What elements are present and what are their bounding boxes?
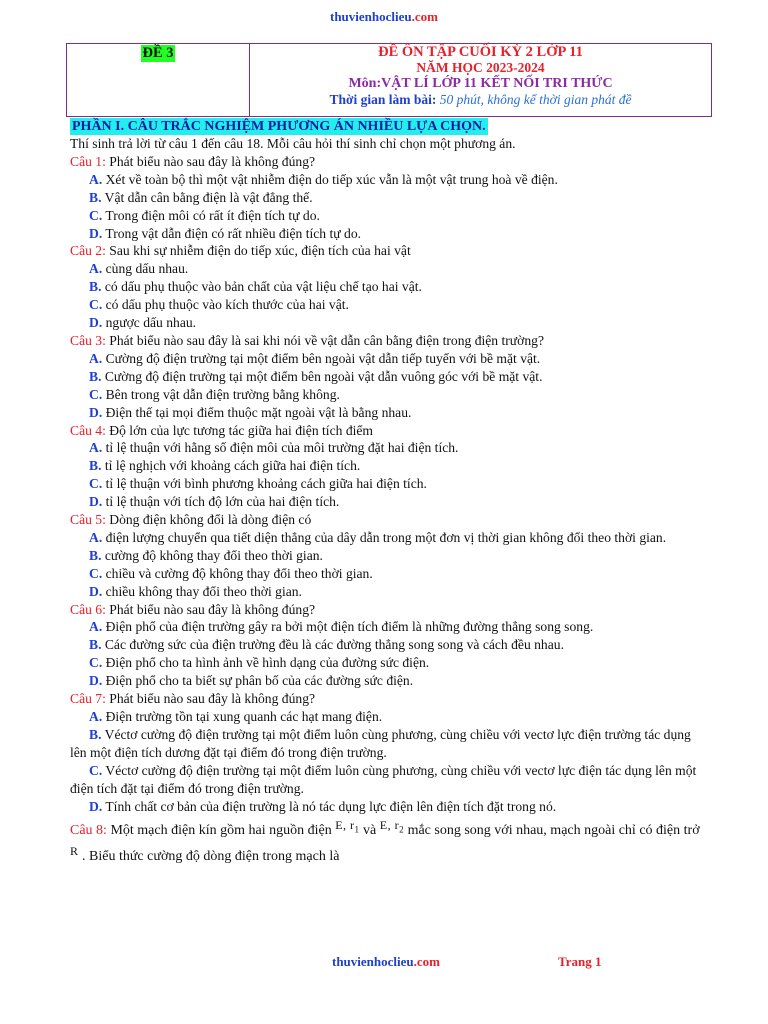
question-text: Dòng điện không đổi là dòng điện có <box>105 512 312 528</box>
question-3 <box>70 332 710 350</box>
exam-number: ĐỀ 3 <box>142 45 174 61</box>
option-text: Cường độ điện trường tại một điểm bên ngoài vật dẫn vuông góc với bề mặt vật. <box>101 368 543 384</box>
option-letter: A. <box>89 440 103 456</box>
question-text: Phát biểu nào sau đây là sai khi nói về vật dẫn cân bằng điện trong điện trường? <box>105 332 544 348</box>
option-a <box>70 529 710 547</box>
option-letter: D. <box>89 404 103 420</box>
exam-number-cell <box>67 44 250 117</box>
question-8 <box>70 815 710 867</box>
option-text: Điện trường tồn tại xung quanh các hạt mang điện. <box>102 709 383 724</box>
option-b <box>89 457 710 475</box>
option-a <box>89 439 710 457</box>
option-letter: C. <box>89 207 103 223</box>
option-text: Véctơ cường độ điện trường tại một điểm luôn cùng phương, cùng chiều với vectơ lực điện tác dụng lên một điện tích đặt tại điểm đó trong điện trường. <box>70 762 697 796</box>
formula-r: R <box>70 844 79 859</box>
option-text: tỉ lệ thuận với bình phương khoảng cách giữa hai điện tích. <box>102 476 427 492</box>
option-letter: B. <box>89 458 102 474</box>
question-text: Phát biểu nào sau đây là không đúng? <box>105 153 316 169</box>
option-letter: B. <box>89 279 102 295</box>
option-letter: B. <box>89 189 102 205</box>
option-a <box>89 350 710 368</box>
option-b <box>70 726 710 762</box>
question-text: . Biểu thức cường độ dòng điện trong mạch là <box>78 849 340 865</box>
exam-title-box <box>66 43 712 117</box>
question-text: Độ lớn của lực tương tác giữa hai điện tích điểm <box>105 422 373 438</box>
option-text: Cường độ điện trường tại một điểm bên ngoài vật dẫn tiếp tuyến với bề mặt vật. <box>102 350 541 366</box>
exam-title: ĐỀ ÔN TẬP CUỐI KỲ 2 LỚP 11 <box>378 44 583 60</box>
question-label: Câu 4: <box>70 422 106 438</box>
option-c <box>89 654 710 672</box>
option-letter: A. <box>89 350 103 366</box>
option-d <box>89 798 710 816</box>
question-label: Câu 3: <box>70 332 106 348</box>
option-a <box>89 260 710 278</box>
option-letter: C. <box>89 655 103 671</box>
option-b <box>89 278 710 296</box>
formula-e-r2: E, $r_2$ <box>379 818 405 835</box>
question-text: và <box>359 823 380 839</box>
option-a <box>89 618 710 636</box>
option-text: chiều không thay đổi theo thời gian. <box>102 583 302 599</box>
option-text: Điện phổ của điện trường gây ra bởi một điện tích điểm là những đường thẳng song song. <box>102 619 594 635</box>
option-letter: C. <box>89 297 103 313</box>
option-c <box>89 296 710 314</box>
option-letter: D. <box>89 583 103 599</box>
option-text: Vật dẫn cân bằng điện là vật đẳng thế. <box>101 189 313 205</box>
option-text: có dấu phụ thuộc vào kích thước của hai vật. <box>102 297 349 313</box>
footer-site-name: thuvienhoclieu <box>332 954 414 969</box>
question-7 <box>70 690 710 708</box>
option-text: Trong vật dẫn điện có rất nhiều điện tích tự do. <box>102 225 362 241</box>
option-letter: D. <box>89 225 103 241</box>
time-value: 50 phút, không kể thời gian phát đề <box>436 92 632 107</box>
question-6 <box>70 601 710 619</box>
option-d <box>89 225 710 243</box>
option-d <box>89 314 710 332</box>
question-4 <box>70 422 710 440</box>
question-2 <box>70 242 710 260</box>
site-header <box>0 9 768 25</box>
option-text: tỉ lệ thuận với hằng số điện môi của môi trường đặt hai điện tích. <box>102 440 459 456</box>
site-name: thuvienhoclieu <box>330 9 412 24</box>
question-text: Một mạch điện kín gồm hai nguồn điện <box>106 823 336 839</box>
time-limit <box>250 92 711 108</box>
option-letter: D. <box>89 798 103 814</box>
question-text: Phát biểu nào sau đây là không đúng? <box>105 601 316 617</box>
question-label: Câu 5: <box>70 512 106 528</box>
question-5 <box>70 511 710 529</box>
option-a <box>89 708 710 726</box>
option-letter: B. <box>89 368 102 384</box>
option-letter: C. <box>89 386 103 402</box>
option-letter: C. <box>89 565 103 581</box>
option-letter: C. <box>89 762 103 778</box>
section-heading: PHẦN I. CÂU TRẮC NGHIỆM PHƯƠNG ÁN NHIỀU LỰA CHỌN. <box>72 119 486 134</box>
option-d <box>89 672 710 690</box>
question-text: Sau khi sự nhiễm điện do tiếp xúc, điện tích của hai vật <box>105 243 411 259</box>
formula-e-r1: E, $r_1$ <box>335 818 360 835</box>
option-letter: C. <box>89 476 103 492</box>
option-text: điện lượng chuyển qua tiết diện thẳng của dây dẫn trong một đơn vị thời gian không đổi theo thời gian. <box>102 529 667 545</box>
footer-site-domain: .com <box>413 954 440 969</box>
option-letter: D. <box>89 673 103 689</box>
option-letter: D. <box>89 315 103 331</box>
option-a <box>89 171 710 189</box>
option-c <box>89 386 710 404</box>
option-letter: B. <box>89 547 102 563</box>
option-text: Bên trong vật dẫn điện trường bằng không. <box>102 386 340 402</box>
option-d <box>89 404 710 422</box>
page-footer <box>0 954 768 974</box>
question-text: Phát biểu nào sau đây là không đúng? <box>105 691 316 707</box>
subject: Môn:VẬT LÍ LỚP 11 KẾT NỐI TRI THỨC <box>348 76 613 91</box>
option-text: Các đường sức của điện trường đều là các đường thẳng song song và cách đều nhau. <box>101 637 564 653</box>
question-text: mắc song song với nhau, mạch ngoài chỉ có điện trở <box>404 823 700 839</box>
option-letter: A. <box>89 171 103 187</box>
option-text: Trong điện môi có rất ít điện tích tự do. <box>102 207 320 223</box>
option-c <box>70 762 710 798</box>
option-text: cường độ không thay đổi theo thời gian. <box>101 547 323 563</box>
option-letter: B. <box>89 637 102 653</box>
option-letter: A. <box>89 261 103 277</box>
question-label: Câu 6: <box>70 601 106 617</box>
option-text: chiều và cường độ không thay đổi theo thời gian. <box>102 565 373 581</box>
option-text: Điện phổ cho ta biết sự phân bố của các đường sức điện. <box>102 673 414 689</box>
option-text: Véctơ cường độ điện trường tại một điểm luôn cùng phương, cùng chiều với vectơ lực điện trường tác dụng lên một điện tích dương đặt tại điểm đó trong điện trường. <box>70 726 691 760</box>
exam-content <box>70 117 710 867</box>
question-label: Câu 7: <box>70 691 106 707</box>
option-text: Điện thế tại mọi điểm thuộc mặt ngoài vật là bằng nhau. <box>102 404 412 420</box>
option-c <box>89 207 710 225</box>
exam-info-cell <box>250 44 712 117</box>
option-text: có dấu phụ thuộc vào bản chất của vật liệu chế tạo hai vật. <box>101 279 422 295</box>
option-text: Xét về toàn bộ thì một vật nhiễm điện do tiếp xúc vẫn là một vật trung hoà về điện. <box>102 171 558 187</box>
footer-site <box>332 954 440 970</box>
school-year: NĂM HỌC 2023-2024 <box>416 60 545 75</box>
option-letter: A. <box>89 529 103 545</box>
option-text: tỉ lệ nghịch với khoảng cách giữa hai điện tích. <box>101 458 361 474</box>
option-text: Điện phổ cho ta hình ảnh về hình dạng của đường sức điện. <box>102 655 430 671</box>
section-instruction: Thí sinh trả lời từ câu 1 đến câu 18. Mỗi câu hỏi thí sinh chỉ chọn một phương án. <box>70 136 516 151</box>
site-domain: .com <box>411 9 438 24</box>
question-label: Câu 1: <box>70 153 106 169</box>
option-b <box>89 368 710 386</box>
option-letter: D. <box>89 494 103 510</box>
option-d <box>89 493 710 511</box>
option-text: ngược dấu nhau. <box>102 315 197 331</box>
option-text: tỉ lệ thuận với tích độ lớn của hai điện tích. <box>102 494 340 510</box>
option-c <box>89 565 710 583</box>
question-label: Câu 2: <box>70 243 106 259</box>
option-b <box>89 636 710 654</box>
question-label: Câu 8: <box>70 823 107 839</box>
option-letter: A. <box>89 709 103 724</box>
page-number: Trang 1 <box>558 954 602 969</box>
option-c <box>89 475 710 493</box>
option-b <box>89 189 710 207</box>
option-d <box>89 583 710 601</box>
question-1 <box>70 153 710 171</box>
time-label: Thời gian làm bài: <box>329 92 437 107</box>
option-letter: B. <box>89 726 102 742</box>
question-list <box>70 153 710 816</box>
option-letter: A. <box>89 619 103 635</box>
option-text: Tính chất cơ bản của điện trường là nó tác dụng lực điện lên điện tích đặt trong nó. <box>102 798 557 814</box>
option-b <box>89 547 710 565</box>
option-text: cùng dấu nhau. <box>102 261 189 277</box>
